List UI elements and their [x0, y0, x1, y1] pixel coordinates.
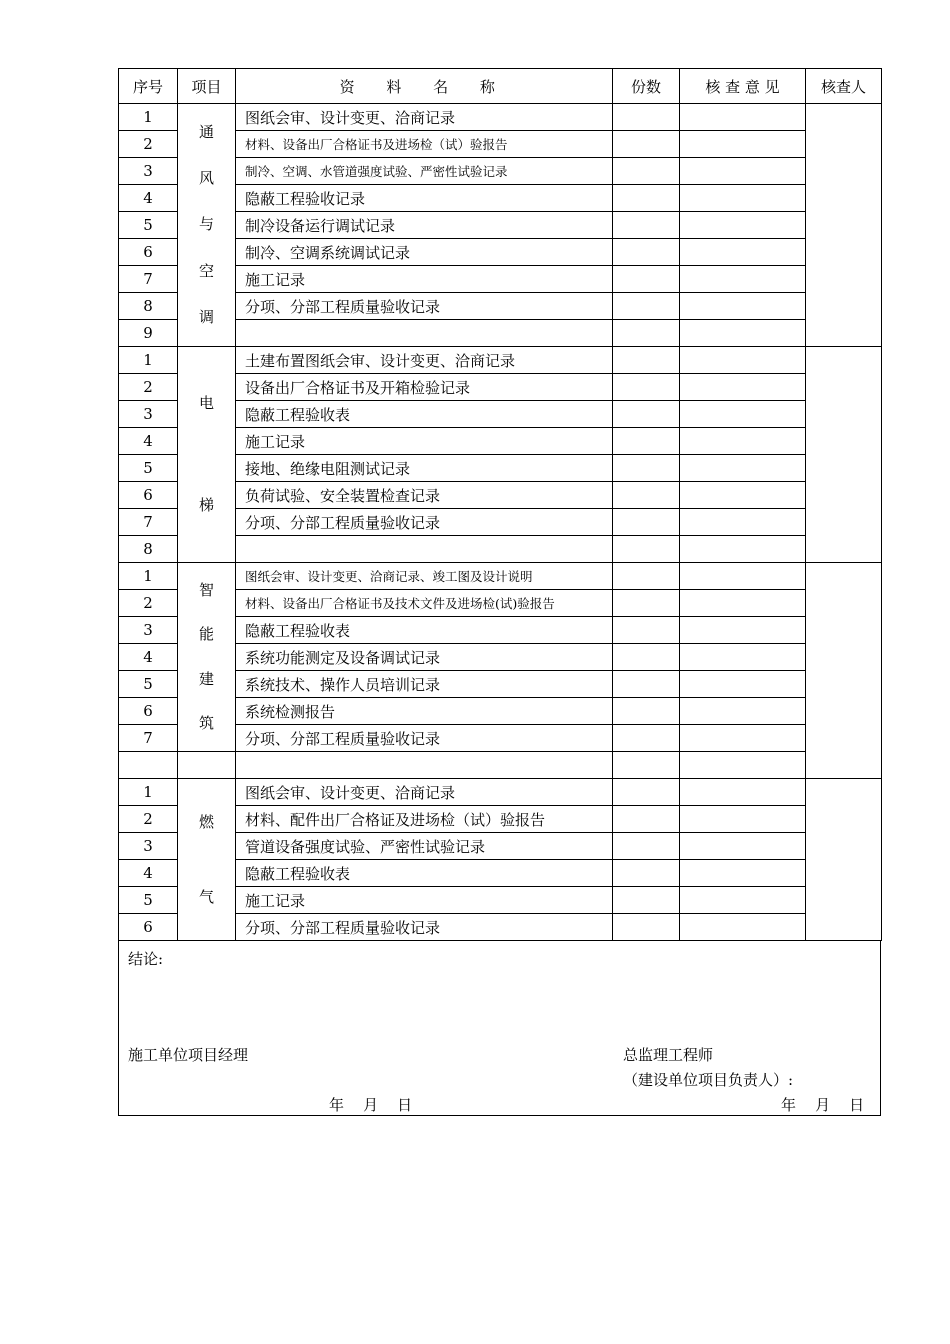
- copies-cell[interactable]: [613, 482, 680, 509]
- record-name: 分项、分部工程质量验收记录: [236, 293, 613, 320]
- record-name: 系统技术、操作人员培训记录: [236, 671, 613, 698]
- opinion-cell[interactable]: [680, 158, 806, 185]
- copies-cell[interactable]: [613, 212, 680, 239]
- record-name: 土建布置图纸会审、设计变更、洽商记录: [236, 347, 613, 374]
- copies-cell[interactable]: [613, 590, 680, 617]
- opinion-cell[interactable]: [680, 131, 806, 158]
- conclusion-label: 结论:: [128, 950, 164, 968]
- opinion-cell[interactable]: [680, 536, 806, 563]
- record-name: 制冷、空调、水管道强度试验、严密性试验记录: [236, 158, 613, 185]
- copies-cell[interactable]: [613, 455, 680, 482]
- group-label-char: 建: [198, 669, 214, 688]
- opinion-cell[interactable]: [680, 455, 806, 482]
- row-seq: 8: [119, 293, 178, 320]
- record-name: 管道设备强度试验、严密性试验记录: [236, 833, 613, 860]
- row-seq: 4: [119, 428, 178, 455]
- record-name: 系统检测报告: [236, 698, 613, 725]
- record-name: 系统功能测定及设备调试记录: [236, 644, 613, 671]
- opinion-cell[interactable]: [680, 401, 806, 428]
- opinion-cell[interactable]: [680, 266, 806, 293]
- opinion-cell[interactable]: [680, 590, 806, 617]
- opinion-cell[interactable]: [680, 374, 806, 401]
- group-label-char: 能: [198, 625, 214, 644]
- header-row: [119, 69, 882, 104]
- opinion-cell[interactable]: [680, 347, 806, 374]
- row-seq: 2: [119, 374, 178, 401]
- copies-cell[interactable]: [613, 158, 680, 185]
- record-name: 材料、配件出厂合格证及进场检（试）验报告: [236, 806, 613, 833]
- copies-cell[interactable]: [613, 671, 680, 698]
- copies-cell[interactable]: [613, 779, 680, 806]
- checker-cell[interactable]: [806, 779, 882, 941]
- record-name: 隐蔽工程验收表: [236, 860, 613, 887]
- copies-cell[interactable]: [613, 239, 680, 266]
- copies-cell[interactable]: [613, 320, 680, 347]
- copies-cell[interactable]: [613, 536, 680, 563]
- opinion-cell[interactable]: [680, 320, 806, 347]
- row-seq: 7: [119, 509, 178, 536]
- record-name: [236, 752, 613, 779]
- contractor-pm-label: 施工单位项目经理: [128, 1046, 249, 1064]
- record-name: 施工记录: [236, 266, 613, 293]
- date-right: 年 月 日: [781, 1096, 865, 1114]
- record-name: 分项、分部工程质量验收记录: [236, 914, 613, 941]
- owner-rep-label: （建设单位项目负责人）:: [623, 1071, 794, 1089]
- chief-supervisor-label: 总监理工程师: [623, 1046, 714, 1064]
- record-name: 施工记录: [236, 887, 613, 914]
- record-name: 材料、设备出厂合格证书及进场检（试）验报告: [236, 131, 613, 158]
- row-seq: 1: [119, 563, 178, 590]
- opinion-cell[interactable]: [680, 104, 806, 131]
- copies-cell[interactable]: [613, 293, 680, 320]
- group-label-char: 智: [198, 581, 214, 600]
- record-name: 隐蔽工程验收记录: [236, 185, 613, 212]
- opinion-cell[interactable]: [680, 212, 806, 239]
- group-label: [178, 563, 236, 752]
- records-body: [119, 104, 882, 941]
- table-row: [119, 779, 882, 806]
- row-seq: 4: [119, 185, 178, 212]
- row-seq: 6: [119, 482, 178, 509]
- copies-cell[interactable]: [613, 104, 680, 131]
- table-row: [119, 347, 882, 374]
- group-label-char: 燃: [198, 812, 214, 831]
- row-seq: 5: [119, 671, 178, 698]
- record-name: 制冷设备运行调试记录: [236, 212, 613, 239]
- group-label: [178, 104, 236, 347]
- copies-cell[interactable]: [613, 806, 680, 833]
- copies-cell[interactable]: [613, 833, 680, 860]
- opinion-cell[interactable]: [680, 239, 806, 266]
- record-name: 接地、绝缘电阻测试记录: [236, 455, 613, 482]
- record-name: 负荷试验、安全装置检查记录: [236, 482, 613, 509]
- opinion-cell[interactable]: [680, 509, 806, 536]
- header-item: 项目: [178, 69, 236, 104]
- copies-cell[interactable]: [613, 725, 680, 752]
- copies-cell[interactable]: [613, 887, 680, 914]
- opinion-cell[interactable]: [680, 914, 806, 941]
- opinion-cell[interactable]: [680, 671, 806, 698]
- copies-cell[interactable]: [613, 266, 680, 293]
- checker-cell[interactable]: [806, 347, 882, 563]
- row-seq: 9: [119, 320, 178, 347]
- copies-cell[interactable]: [613, 509, 680, 536]
- row-seq: 5: [119, 887, 178, 914]
- record-name: 设备出厂合格证书及开箱检验记录: [236, 374, 613, 401]
- row-seq: 2: [119, 590, 178, 617]
- row-seq: 1: [119, 347, 178, 374]
- record-name: 施工记录: [236, 428, 613, 455]
- record-name: 隐蔽工程验收表: [236, 401, 613, 428]
- opinion-cell[interactable]: [680, 482, 806, 509]
- record-name: [236, 536, 613, 563]
- copies-cell[interactable]: [613, 860, 680, 887]
- checker-cell[interactable]: [806, 104, 882, 347]
- copies-cell[interactable]: [613, 428, 680, 455]
- group-label-char: 梯: [198, 496, 214, 514]
- row-seq: 1: [119, 104, 178, 131]
- records-table: [118, 68, 882, 941]
- group-label-char: 通: [198, 123, 214, 142]
- copies-cell[interactable]: [613, 347, 680, 374]
- conclusion-section: [118, 941, 881, 1116]
- header-copies: 份数: [613, 69, 680, 104]
- opinion-cell[interactable]: [680, 563, 806, 590]
- header-opinion: 核 查 意 见: [680, 69, 806, 104]
- record-name: 图纸会审、设计变更、洽商记录、竣工图及设计说明: [236, 563, 613, 590]
- opinion-cell[interactable]: [680, 185, 806, 212]
- row-seq: 6: [119, 239, 178, 266]
- group-label-empty: [178, 752, 236, 779]
- header-seq: 序号: [119, 69, 178, 104]
- opinion-cell[interactable]: [680, 833, 806, 860]
- row-seq: 4: [119, 860, 178, 887]
- inspection-form: [118, 68, 881, 1116]
- opinion-cell[interactable]: [680, 887, 806, 914]
- record-name: 图纸会审、设计变更、洽商记录: [236, 104, 613, 131]
- opinion-cell[interactable]: [680, 428, 806, 455]
- record-name: 隐蔽工程验收表: [236, 617, 613, 644]
- checker-cell[interactable]: [806, 563, 882, 779]
- row-seq: 5: [119, 455, 178, 482]
- record-name: 制冷、空调系统调试记录: [236, 239, 613, 266]
- group-label-char: 气: [198, 887, 214, 906]
- group-label-char: 空: [198, 261, 214, 280]
- header-name: 资 料 名 称: [236, 69, 613, 104]
- table-row: [119, 104, 882, 131]
- copies-cell[interactable]: [613, 131, 680, 158]
- opinion-cell[interactable]: [680, 644, 806, 671]
- table-row: [119, 563, 882, 590]
- record-name: 分项、分部工程质量验收记录: [236, 509, 613, 536]
- record-name: 图纸会审、设计变更、洽商记录: [236, 779, 613, 806]
- group-label: [178, 347, 236, 563]
- row-seq: 3: [119, 401, 178, 428]
- row-seq: 2: [119, 806, 178, 833]
- group-label: [178, 779, 236, 941]
- row-seq: 4: [119, 644, 178, 671]
- group-label-char: 与: [198, 215, 214, 234]
- opinion-cell[interactable]: [680, 779, 806, 806]
- row-seq: 1: [119, 779, 178, 806]
- copies-cell[interactable]: [613, 752, 680, 779]
- row-seq: 3: [119, 833, 178, 860]
- opinion-cell[interactable]: [680, 752, 806, 779]
- table-row: [119, 752, 882, 779]
- row-seq: [119, 752, 178, 779]
- group-label-char: 调: [198, 307, 214, 326]
- opinion-cell[interactable]: [680, 698, 806, 725]
- row-seq: 8: [119, 536, 178, 563]
- row-seq: 6: [119, 914, 178, 941]
- record-name: 材料、设备出厂合格证书及技术文件及进场检(试)验报告: [236, 590, 613, 617]
- row-seq: 7: [119, 266, 178, 293]
- opinion-cell[interactable]: [680, 617, 806, 644]
- copies-cell[interactable]: [613, 617, 680, 644]
- opinion-cell[interactable]: [680, 806, 806, 833]
- record-name: 分项、分部工程质量验收记录: [236, 725, 613, 752]
- row-seq: 6: [119, 698, 178, 725]
- row-seq: 3: [119, 617, 178, 644]
- row-seq: 2: [119, 131, 178, 158]
- header-checker: 核查人: [806, 69, 882, 104]
- copies-cell[interactable]: [613, 644, 680, 671]
- row-seq: 7: [119, 725, 178, 752]
- copies-cell[interactable]: [613, 914, 680, 941]
- opinion-cell[interactable]: [680, 293, 806, 320]
- group-label-char: 筑: [198, 713, 214, 732]
- copies-cell[interactable]: [613, 374, 680, 401]
- group-label-char: 电: [198, 394, 214, 412]
- copies-cell[interactable]: [613, 698, 680, 725]
- date-left: 年 月 日: [329, 1096, 413, 1114]
- row-seq: 5: [119, 212, 178, 239]
- group-label-char: 风: [198, 169, 214, 188]
- copies-cell[interactable]: [613, 563, 680, 590]
- row-seq: 3: [119, 158, 178, 185]
- copies-cell[interactable]: [613, 401, 680, 428]
- opinion-cell[interactable]: [680, 725, 806, 752]
- record-name: [236, 320, 613, 347]
- copies-cell[interactable]: [613, 185, 680, 212]
- opinion-cell[interactable]: [680, 860, 806, 887]
